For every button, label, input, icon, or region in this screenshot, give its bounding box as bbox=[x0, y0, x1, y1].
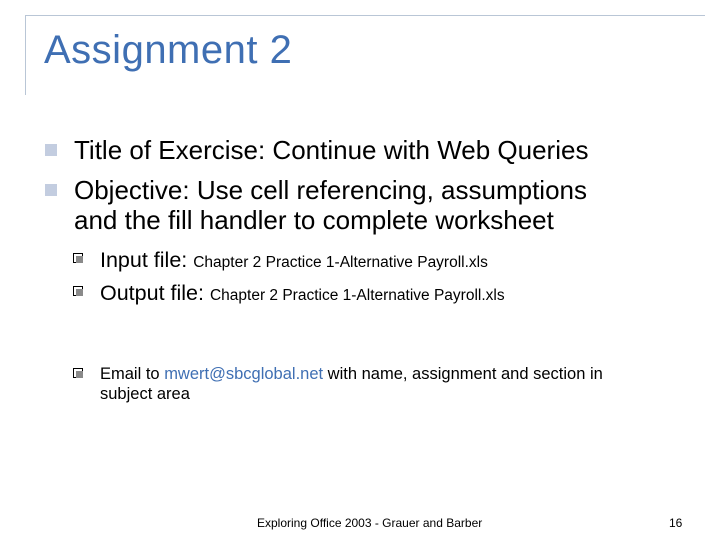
bullet-title-of-exercise bbox=[74, 135, 588, 165]
bullet-text: Title of Exercise: Continue with Web Queries bbox=[74, 135, 589, 165]
page-number: 16 bbox=[669, 516, 683, 530]
square-bullet-icon bbox=[45, 184, 57, 196]
bullet-text-line-1: Objective: Use cell referencing, assumptions bbox=[74, 175, 588, 205]
checkbox-bullet-icon bbox=[73, 368, 83, 378]
sub-bullet-email bbox=[100, 364, 720, 404]
sub-bullet-label: Output file: bbox=[100, 281, 204, 305]
email-suffix: with name, assignment and section in bbox=[323, 365, 603, 383]
frame-line-top bbox=[25, 15, 705, 16]
sub-bullet-output-file bbox=[100, 280, 505, 309]
email-line-2: subject area bbox=[100, 385, 190, 403]
sub-bullet-filename: Chapter 2 Practice 1-Alternative Payroll.xls bbox=[209, 287, 505, 304]
slide-title: Assignment 2 bbox=[44, 28, 293, 72]
frame-line-left bbox=[25, 15, 26, 95]
footer-text: Exploring Office 2003 - Grauer and Barber bbox=[257, 516, 483, 530]
bullet-text-line-2: and the fill handler to complete worksheet bbox=[74, 205, 554, 235]
sub-bullet-label: Input file: bbox=[100, 248, 188, 272]
email-prefix: Email to bbox=[100, 365, 165, 383]
bullet-objective bbox=[74, 175, 587, 235]
sub-bullet-input-file bbox=[100, 247, 488, 276]
checkbox-bullet-icon bbox=[73, 286, 83, 296]
email-link[interactable]: mwert@sbcglobal.net bbox=[164, 365, 324, 383]
sub-bullet-filename: Chapter 2 Practice 1-Alternative Payroll.xls bbox=[193, 254, 488, 271]
checkbox-bullet-icon bbox=[73, 253, 83, 263]
square-bullet-icon bbox=[45, 144, 57, 156]
